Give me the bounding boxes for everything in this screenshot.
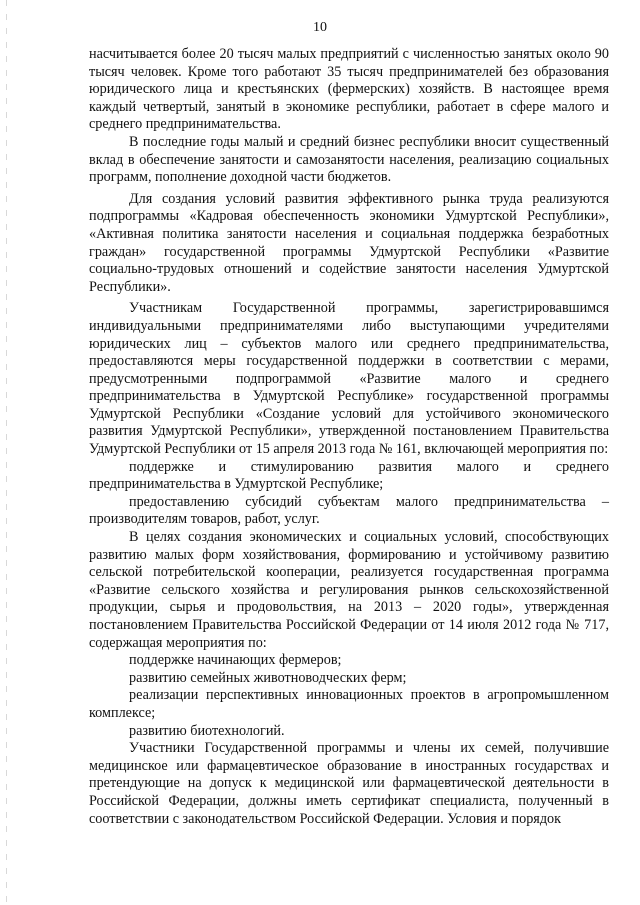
list-item: развитию семейных животноводческих ферм;	[129, 669, 407, 686]
list-item: предоставлению субсидий субъектам малого предпринимательства – производителям товаров, работ, услуг.	[89, 493, 609, 528]
list-item: реализации перспективных инновационных проектов в агропромышленном комплексе;	[89, 687, 609, 721]
document-body	[89, 46, 609, 828]
list-item: поддержке начинающих фермеров;	[129, 652, 342, 669]
list-item: развитию биотехнологий.	[129, 722, 285, 739]
page-number: 10	[313, 20, 327, 35]
paragraph: В целях создания экономических и социальных условий, способствующих развитию малых форм хозяйствования, формированию и устойчивому развитию сельской потребительской кооперации, реализуется государственная программа «Развитие сельского хозяйства и регулирования рынков сельскохозяйственной продукции, сырья и продовольствия, на 2013 – 2020 годы», утвержденная постановлением Правительства Российской Федерации от 14 июля 2012 года № 717, содержащая мероприятия по:	[89, 529, 609, 651]
paragraph: насчитывается более 20 тысяч малых предприятий с численностью занятых около 90 тысяч человек. Кроме того работают 35 тысяч предпринимателей без образования юридического лица и крестьянских (фермерских) хозяйств. В настоящее время каждый четвертый, занятый в экономике республики, работает в сфере малого и среднего предпринимательства.	[89, 46, 609, 133]
list-item: поддержке и стимулированию развития малого и среднего предпринимательства в Удмуртской Республике;	[89, 458, 609, 493]
paragraph: В последние годы малый и средний бизнес республики вносит существенный вклад в обеспечение занятости и самозанятости населения, реализацию социальных программ, пополнение доходной части бюджетов.	[89, 133, 609, 186]
paragraph: Участники Государственной программы и члены их семей, получившие медицинское или фармацевтическое образование в иностранных государствах и претендующие на допуск к медицинской или фармацевтической деятельности в Российской Федерации, должны иметь сертификат специалиста, полученный в соответствии с законодательством Российской Федерации. Условия и порядок	[89, 740, 609, 827]
paragraph: Участникам Государственной программы, зарегистрировавшимся индивидуальными предпринимателями либо выступающими учредителями юридических лиц – субъектов малого или среднего предпринимательства, предоставляются меры государственной поддержки в соответствии с мерами, предусмотренными подпрограммой «Развитие малого и среднего предпринимательства в Удмуртской Республике» государственной программы Удмуртской Республики «Создание условий для устойчивого экономического развития Удмуртской Республики», утвержденной постановлением Правительства Удмуртской Республики от 15 апреля 2013 года № 161, включающей мероприятия по:	[89, 300, 609, 458]
paragraph: Для создания условий развития эффективного рынка труда реализуются подпрограммы «Кадровая обеспеченность экономики Удмуртской Республики», «Активная политика занятости населения и социальная поддержка безработных граждан» государственной программы Удмуртской Республики «Развитие социально-трудовых отношений и содействие занятости населения Удмуртской Республики».	[89, 190, 609, 295]
scan-edge-line	[6, 0, 7, 905]
